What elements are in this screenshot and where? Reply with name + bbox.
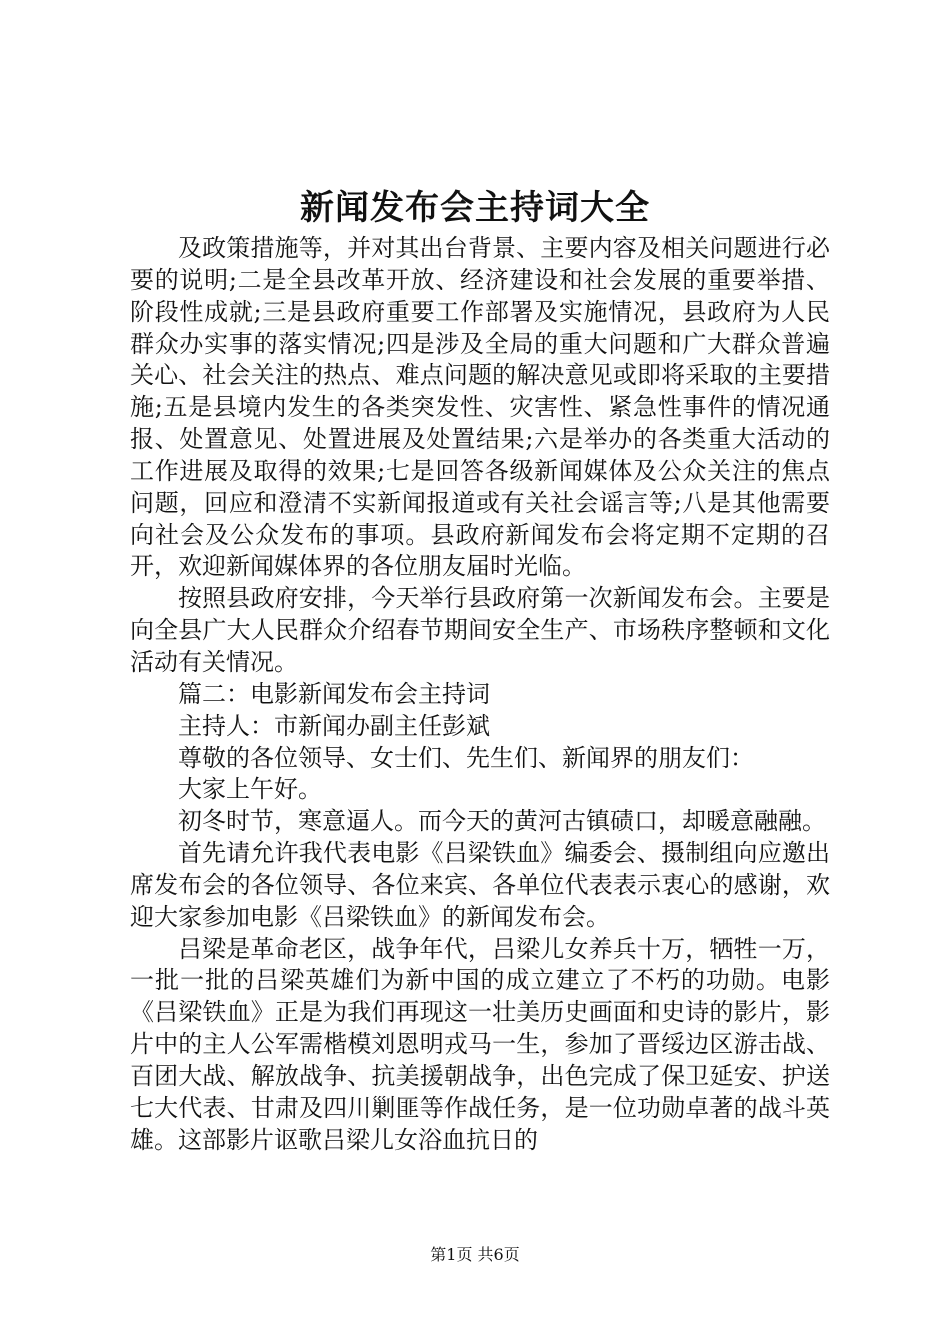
greeting-line: 尊敬的各位领导、女士们、先生们、新闻界的朋友们： <box>178 743 754 772</box>
paragraph: 吕梁是革命老区，战争年代，吕梁儿女养兵十万，牺牲一万，一批一批的吕梁英雄们为新中国的成立建立了不朽的功勋。电影《吕梁铁血》正是为我们再现这一壮美历史画面和史诗的影片，影片中的主人公军需楷模刘恩明戎马一生，参加了晋绥边区游击战、百团大战、解放战争、抗美援朝战争，出色完成了保卫延安、护送七大代表、甘肃及四川剿匪等作战任务，是一位功勋卓著的战斗英雄。这部影片讴歌吕梁儿女浴血抗日的 <box>130 934 830 1154</box>
paragraph: 首先请允许我代表电影《吕梁铁血》编委会、摄制组向应邀出席发布会的各位领导、各位来宾、各单位代表表示衷心的感谢，欢迎大家参加电影《吕梁铁血》的新闻发布会。 <box>130 839 830 931</box>
host-line: 主持人：市新闻办副主任彭斌 <box>178 711 490 740</box>
document-body <box>130 233 830 1156</box>
paragraph: 初冬时节，寒意逼人。而今天的黄河古镇碛口，却暖意融融。 <box>178 807 826 836</box>
paragraph: 按照县政府安排，今天举行县政府第一次新闻发布会。主要是向全县广大人民群众介绍春节期间安全生产、市场秩序整顿和文化活动有关情况。 <box>130 584 830 676</box>
section-heading: 篇二：电影新闻发布会主持词 <box>178 679 490 708</box>
page-number-footer: 第1页 共6页 <box>430 1245 520 1264</box>
document-title: 新闻发布会主持词大全 <box>300 188 650 228</box>
paragraph: 大家上午好。 <box>178 775 322 804</box>
paragraph: 及政策措施等，并对其出台背景、主要内容及相关问题进行必要的说明;二是全县改革开放、经济建设和社会发展的重要举措、阶段性成就;三是县政府重要工作部署及实施情况，县政府为人民群众办实事的落实情况;四是涉及全局的重大问题和广大群众普遍关心、社会关注的热点、难点问题的解决意见或即将采取的主要措施;五是县境内发生的各类突发性、灾害性、紧急性事件的情况通报、处置意见、处置进展及处置结果;六是举办的各类重大活动的工作进展及取得的效果;七是回答各级新闻媒体及公众关注的焦点问题，回应和澄清不实新闻报道或有关社会谣言等;八是其他需要向社会及公众发布的事项。县政府新闻发布会将定期不定期的召开，欢迎新闻媒体界的各位朋友届时光临。 <box>130 234 830 581</box>
